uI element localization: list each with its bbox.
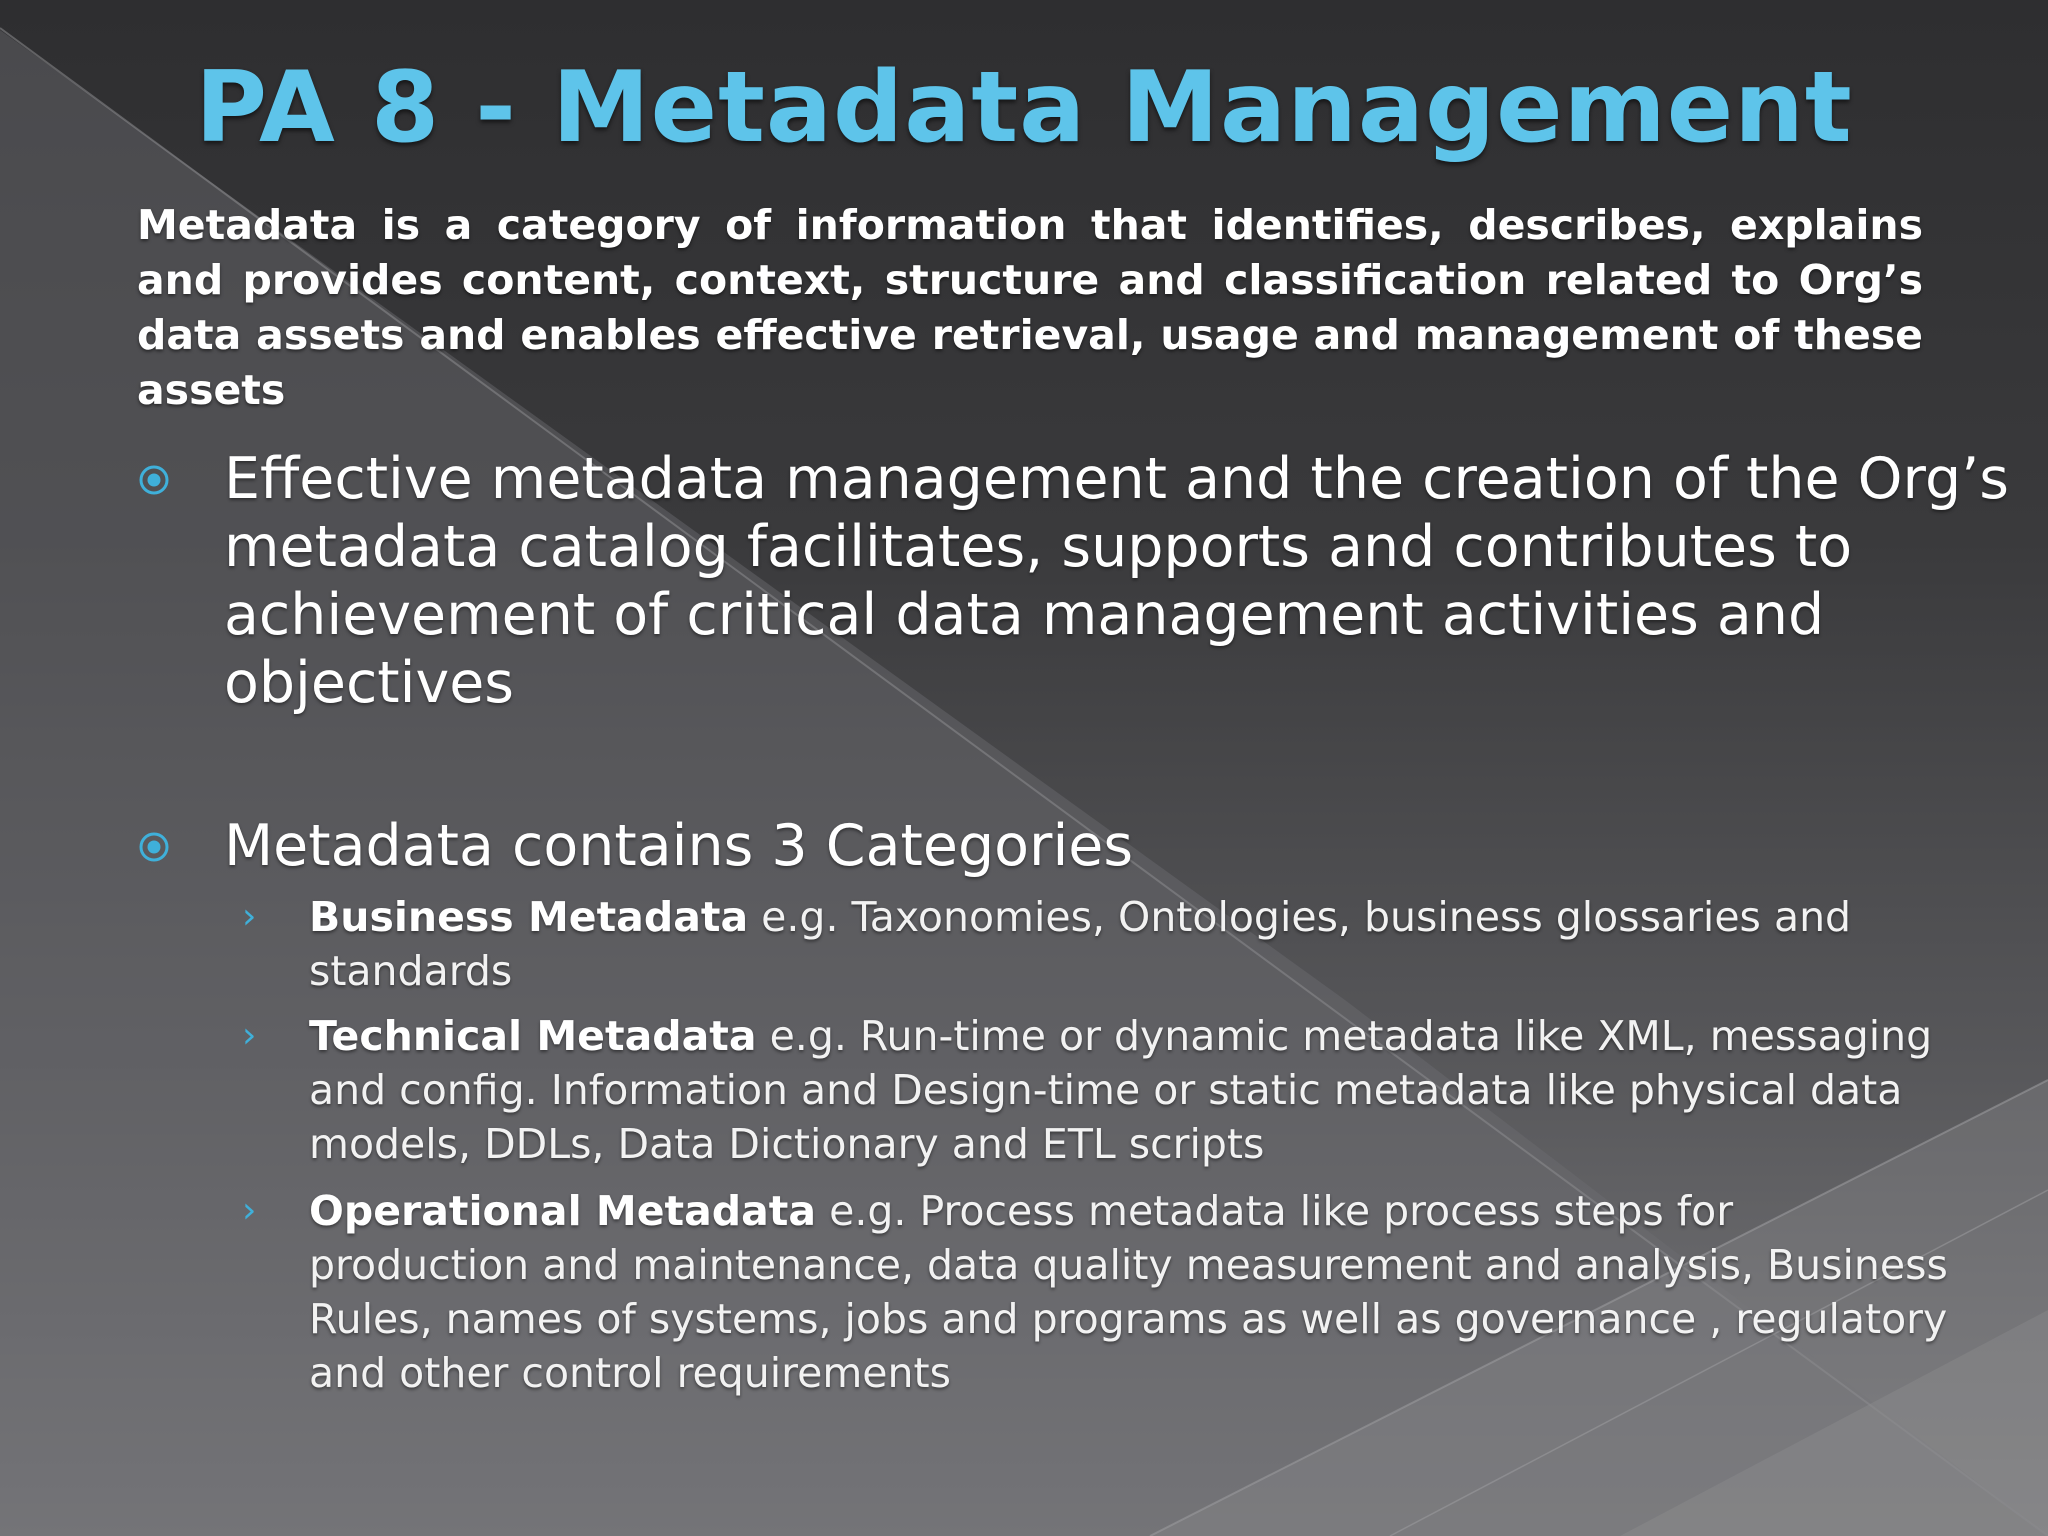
circled-dot-icon (139, 832, 169, 862)
slide-title: PA 8 - Metadata Management (195, 51, 1853, 165)
category-description: e.g. Run-time or dynamic metadata like XML, messaging and config. Information and Design-time or static metadata like physical data models, DDLs, Data Dictionary and ETL scripts (309, 1012, 1933, 1168)
intro-paragraph: Metadata is a category of information that identifies, describes, explains and provides content, context, structure and classification related to Org’s data assets and enables effective retrieval, usage and management of these assets (137, 201, 1923, 414)
chevron-right-icon: › (242, 1015, 257, 1056)
category-term: Operational Metadata (309, 1187, 817, 1235)
category-description: e.g. Process metadata like process steps for production and maintenance, data quality measurement and analysis, Business Rules, names of systems, jobs and programs as well as governance , regulatory and other control requirements (309, 1187, 1948, 1397)
bullet-text: Effective metadata management and the creation of the Org’s metadata catalog facilitates, supports and contributes to achievement of critical data management activities and objectives (224, 446, 2009, 716)
bullet-text: Metadata contains 3 Categories (224, 813, 1134, 879)
category-term: Business Metadata (309, 893, 749, 941)
chevron-right-icon: › (242, 1190, 257, 1231)
category-term: Technical Metadata (309, 1012, 757, 1060)
category-description: e.g. Taxonomies, Ontologies, business glossaries and standards (309, 893, 1852, 995)
circled-dot-icon (139, 465, 169, 495)
category-text (309, 1184, 1949, 1400)
category-text (309, 890, 1949, 998)
chevron-right-icon: › (242, 896, 257, 937)
category-text (309, 1009, 1949, 1171)
